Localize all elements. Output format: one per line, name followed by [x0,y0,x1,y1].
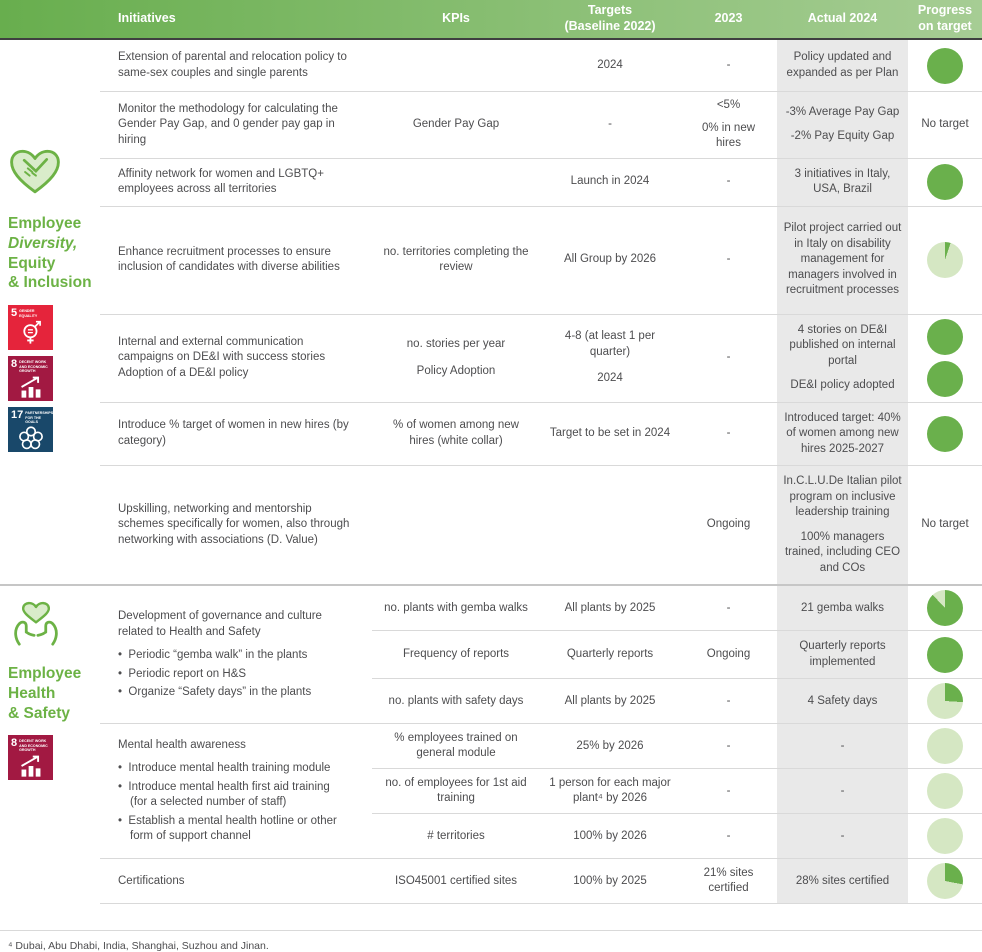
initiative-cell: Monitor the methodology for calculating the Gender Pay Gap, and 0 gender pay gap in hiring [118,102,338,146]
actual-2024-cell [777,631,908,678]
progress-cell [908,207,982,314]
subrows [372,586,982,723]
kpi-cell: % employees trained on general module [394,731,518,760]
column-header-targets [540,3,680,34]
progress-pie [927,773,963,809]
table-subrow [372,631,982,679]
initiative-cell [100,724,372,858]
sdg-17-badge [8,407,53,452]
actual-text: - [840,784,845,797]
actual-text: Policy updated and expanded as per Plan [786,50,899,79]
kpi-cell: Frequency of reports [402,648,510,661]
kpi-cell: # territories [427,829,485,842]
target-cell: 100% by 2025 [573,874,647,887]
hands-holding-heart-icon [8,594,64,646]
actual-text: 4 Safety days [807,694,878,707]
target-cell [540,519,680,531]
table-row [100,403,982,467]
column-header-2023: 2023 [714,11,743,26]
initiative-bullets [118,645,350,701]
target-line: 2024 [597,372,623,385]
bullet-item: • Establish a mental health hotline or other form of support channel [118,814,350,845]
kpi-cell [372,176,540,188]
progress-pie [927,683,963,719]
actual-2024-cell [777,40,908,91]
economic-growth-icon [18,753,44,779]
progress-cell [908,403,982,466]
target-cell [540,315,680,402]
table-subrow [372,724,982,769]
year-2023-cell: - [726,601,731,614]
actual-text: - [840,829,845,842]
actual-2024-cell [777,92,908,158]
progress-cell [908,315,982,402]
bullet-item: • Periodic report on H&S [118,667,350,683]
table-row [100,92,982,159]
progress-cell [908,724,982,768]
targets-line1: Targets [587,3,633,18]
table-row [100,207,982,315]
year-2023-cell: - [726,427,731,440]
table-group-row [100,724,982,859]
target-cell: All plants by 2025 [564,694,656,707]
column-header-initiatives: Initiatives [118,11,176,26]
table-row [100,315,982,403]
kpi-cell: ISO45001 certified sites [394,874,518,887]
kpi-cell [372,315,540,402]
actual-2024-cell [777,315,908,402]
actual-2024-cell [777,403,908,466]
initiative-cell: Enhance recruitment processes to ensure inclusion of candidates with diverse abilities [118,245,340,274]
target-cell: All plants by 2025 [564,601,656,614]
targets-line2: (Baseline 2022) [564,19,656,33]
sdg-number: 8 [11,358,18,371]
kpi-cell: % of women among new hires (white collar) [393,419,519,447]
sdg-number: 8 [11,737,18,750]
year-2023-cell: - [726,58,731,71]
actual-2024-cell [777,159,908,206]
sdg-stack [8,305,102,452]
progress-pie [927,48,963,84]
year-2023-cell: Ongoing [706,518,751,531]
year-2023-cell: - [726,829,731,842]
sdg-8-badge [8,356,53,401]
section-title-hs: Employee Health & Safety [8,665,82,722]
section-dei-table [100,40,982,584]
year-2023-cell [680,92,777,158]
table-subrow [372,679,982,723]
progress-cell [908,814,982,858]
actual-text: - [840,739,845,752]
progress-cell [908,159,982,206]
actual-text: 28% sites certified [795,874,890,887]
bullet-item: • Organize “Safety days” in the plants [118,685,350,701]
target-cell: - [608,118,612,131]
kpi-cell: no. territories completing the review [383,245,529,274]
progress-cell [908,40,982,91]
no-target-label: No target [921,518,969,531]
progress-pie [927,818,963,854]
year-2023-cell: - [726,784,731,797]
table-row [100,466,982,584]
actual-2024-cell [777,586,908,630]
actual-text: DE&I policy adopted [790,379,895,392]
progress-cell [908,586,982,630]
progress-cell [908,859,982,903]
target-line: 4-8 (at least 1 per quarter) [564,330,656,358]
progress-pie [927,416,963,452]
section-title-dei: Employee Diversity, Equity & Inclusion [8,215,92,292]
progress-cell [908,769,982,813]
target-cell: 1 person for each major plant⁴ by 2026 [549,776,671,805]
column-header-progress [908,3,982,34]
initiative-cell: Certifications [118,874,185,887]
target-cell: 100% by 2026 [573,829,647,842]
kpi-cell [372,519,540,531]
initiative-cell: Affinity network for women and LGBTQ+ employees across all territories [118,167,324,196]
table-row [100,859,982,904]
partnership-rings-icon [18,425,44,451]
target-cell: 2024 [597,58,623,71]
sidebar-hs [8,594,102,780]
sdg-label: DECENT WORK AND ECONOMIC GROWTH [19,360,48,373]
target-cell: All Group by 2026 [563,253,657,266]
kpi-cell [372,60,540,72]
year-2023-cell: - [726,175,731,188]
progress-pie [927,319,963,355]
actual-2024-cell [777,859,908,903]
table-subrow [372,586,982,631]
initiative-cell [100,586,372,723]
initiative-bullets [118,758,350,845]
actual-text: 100% managers trained, including CEO and COs [784,530,901,574]
progress-line2: on target [918,19,972,33]
actual-text: 3 initiatives in Italy, USA, Brazil [794,167,891,196]
bullet-item: • Introduce mental health first aid training (for a selected number of staff) [118,780,350,811]
year-2023-line: <5% [716,99,741,111]
sdg-label: PARTNERSHIPS FOR THE GOALS [25,411,54,424]
initiative-line: Internal and external communication campaigns on DE&I with success stories [118,335,326,364]
progress-pie [927,164,963,200]
kpi-cell: no. plants with safety days [388,694,524,707]
initiative-cell: Introduce % target of women in new hires (by category) [118,419,349,447]
actual-text: Pilot project carried out in Italy on disability management for managers involved in recruitment processes [783,222,902,297]
actual-text: -2% Pay Equity Gap [790,130,895,143]
actual-2024-cell [777,814,908,858]
sdg-number: 5 [11,307,18,320]
no-target-label: No target [921,118,969,131]
sdg-label: DECENT WORK AND ECONOMIC GROWTH [19,739,48,753]
progress-pie [927,728,963,764]
actual-text: 21 gemba walks [800,601,885,614]
column-header-kpis: KPIs [442,11,470,26]
kpi-cell: no. of employees for 1st aid training [385,776,527,805]
progress-pie [927,590,963,626]
progress-line1: Progress [917,3,973,18]
initiative-line: Adoption of a DE&I policy [118,366,249,379]
actual-text: 4 stories on DE&I published on internal portal [789,323,896,367]
kpi-line: Policy Adoption [416,364,496,377]
table-header-row [0,0,982,40]
bullet-item: • Periodic “gemba walk” in the plants [118,648,350,664]
initiative-cell [100,327,372,390]
progress-cell [908,679,982,723]
progress-pie [927,863,963,899]
actual-text: In.C.L.U.De Italian pilot program on inclusive leadership training [783,475,902,519]
table-subrow [372,814,982,858]
table-row [100,40,982,92]
economic-growth-icon [18,374,44,400]
sdg-label: GENDER EQUALITY [19,309,38,318]
progress-cell [908,92,982,158]
initiative-title: Development of governance and culture related to Health and Safety [118,610,322,638]
year-2023-cell: 21% sites certified [703,866,754,895]
sdg-stack [8,735,102,780]
year-2023-cell: Ongoing [706,648,751,661]
actual-2024-cell [777,679,908,723]
year-2023-cell: - [726,739,731,752]
sdg-8-badge [8,735,53,780]
subrows [372,724,982,858]
table-group-row [100,586,982,724]
year-2023-cell: - [726,694,731,707]
target-cell: Launch in 2024 [570,175,650,188]
kpi-cell: no. plants with gemba walks [384,601,528,614]
column-header-actual-2024: Actual 2024 [807,11,878,26]
progress-pie [927,242,963,278]
bullet-item: • Introduce mental health training module [118,761,350,777]
target-cell: 25% by 2026 [576,739,644,752]
progress-cell [908,466,982,584]
year-2023-cell: - [726,351,731,364]
gender-equality-icon [18,320,44,346]
sidebar-dei [8,148,102,452]
target-cell: Target to be set in 2024 [549,427,671,440]
kpi-cell: Gender Pay Gap [412,118,500,131]
initiative-cell: Extension of parental and relocation policy to same-sex couples and single parents [118,50,347,79]
initiative-cell: Upskilling, networking and mentorship schemes specifically for women, also through networking with associations (D. Value) [118,502,350,546]
initiative-title: Mental health awareness [118,738,246,751]
actual-2024-cell [777,724,908,768]
progress-pie [927,637,963,673]
year-2023-line: 0% in new hires [701,121,756,150]
year-2023-cell: - [726,253,731,266]
table-row [100,159,982,207]
progress-cell [908,631,982,678]
target-cell: Quarterly reports [566,648,654,661]
section-hs-table [100,586,982,904]
progress-pie [927,361,963,397]
handshake-heart-icon [8,148,62,196]
footnote: ⁴ Dubai, Abu Dhabi, India, Shanghai, Suzhou and Jinan. [8,940,269,952]
actual-2024-cell [777,207,908,314]
actual-2024-cell [777,466,908,584]
actual-text: Quarterly reports implemented [799,640,886,668]
actual-text: Introduced target: 40% of women among new hires 2025-2027 [784,411,901,455]
sdg-number: 17 [11,409,24,422]
actual-2024-cell [777,769,908,813]
actual-text: -3% Average Pay Gap [785,105,900,118]
sdg-5-badge [8,305,53,350]
kpi-line: no. stories per year [406,338,506,351]
table-subrow [372,769,982,814]
